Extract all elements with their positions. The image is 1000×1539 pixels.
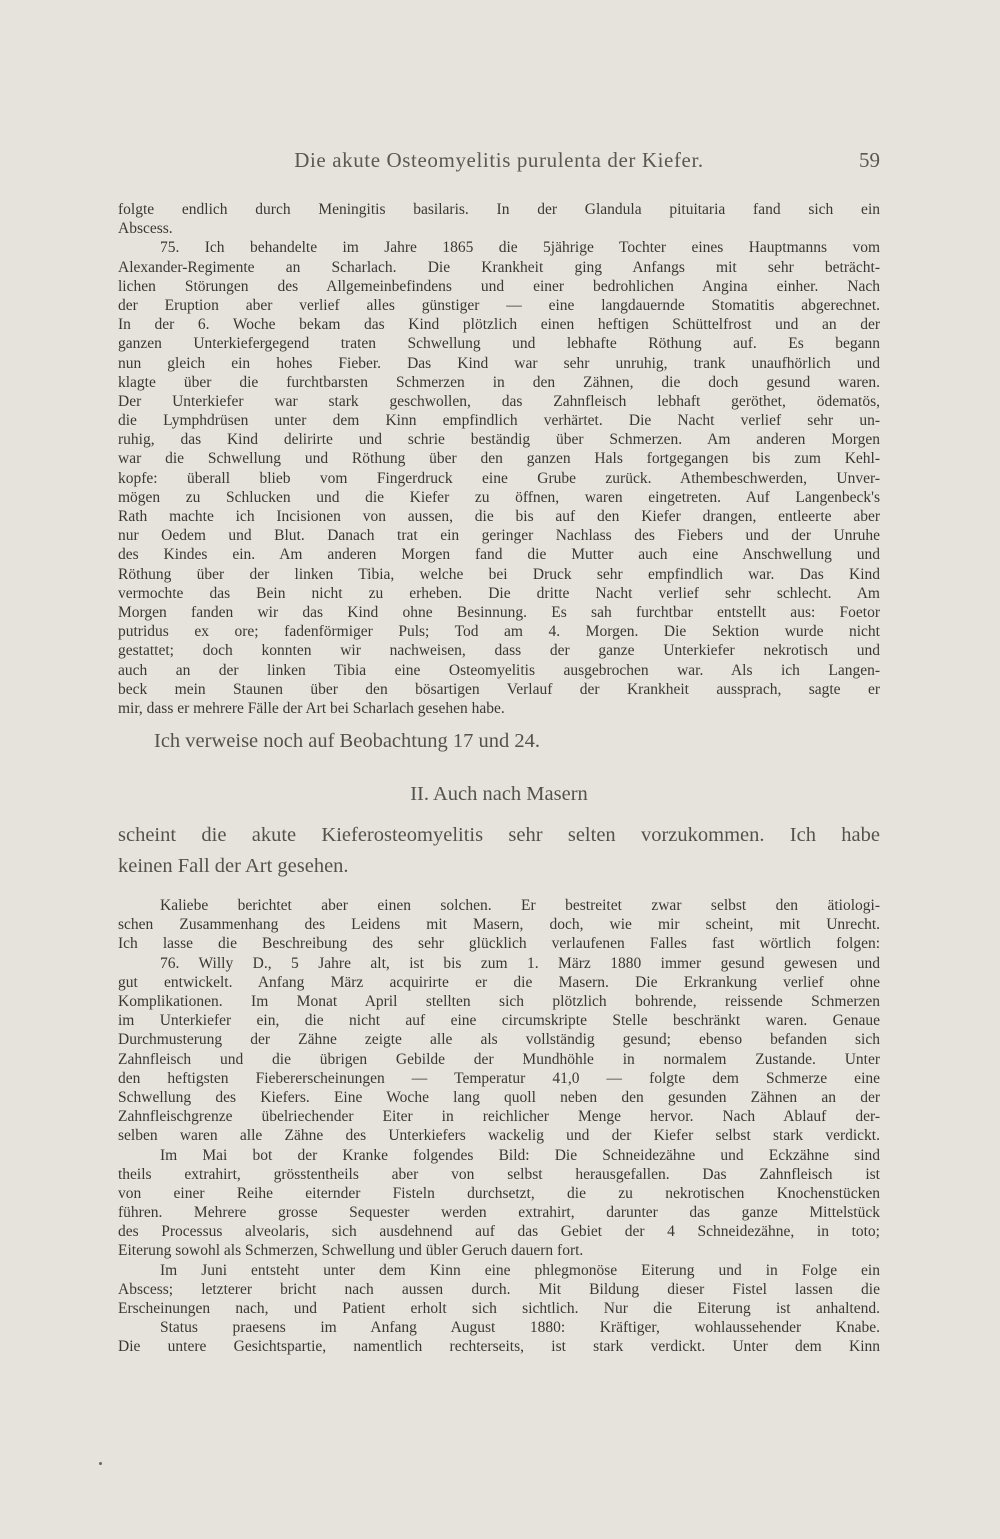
text-line: Abscess. [118, 220, 173, 238]
text-line: kopfe: überall blieb vom Fingerdruck eine Grube zurück. Athembeschwerden, Unver- [118, 469, 880, 487]
text-line: Ich lasse die Beschreibung des sehr glücklich verlaufenen Falles fast wörtlich folgen: [118, 935, 880, 953]
text-line: theils extrahirt, grösstentheils aber von selbst herausgefallen. Das Zahnfleisch ist [118, 1165, 880, 1183]
running-head [118, 148, 880, 176]
text-line: vermochte das Bein nicht zu erheben. Die dritte Nacht verlief sehr schlecht. Am [118, 584, 880, 602]
intro-line: keinen Fall der Art gesehen. [118, 855, 349, 878]
paragraph-kaliebe [118, 896, 880, 954]
text-line: Im Juni entsteht unter dem Kinn eine phlegmonöse Eiterung und in Folge ein [160, 1261, 880, 1279]
text-line: Rath machte ich Incisionen von aussen, die bis auf den Kiefer drangen, entleerte aber [118, 508, 880, 525]
text-line: auch an der linken Tibia eine Osteomyelitis ausgebrochen war. Als ich Langen- [118, 661, 880, 679]
text-line: war die Schwellung und Röthung über den ganzen Hals fortgegangen bis zum Kehl- [118, 450, 880, 468]
text-line: führen. Mehrere grosse Sequester werden extrahirt, darunter das ganze Mittelstück [118, 1204, 880, 1222]
text-line: Zahnfleisch und die übrigen Gebilde der Mundhöhle in normalem Zustande. Unter [118, 1050, 880, 1068]
text-line: mögen zu Schlucken und die Kiefer zu öffnen, waren eingetreten. Auf Langenbeck's [118, 488, 880, 506]
text-line: schen Zusammenhang des Leidens mit Masern, doch, wie mir scheint, mit Unrecht. [118, 916, 880, 934]
text-line: Erscheinungen nach, und Patient erholt sich sichtlich. Nur die Eiterung ist anhaltend. [118, 1300, 880, 1317]
text-line: 76. Willy D., 5 Jahre alt, ist bis zum 1. März 1880 immer gesund gewesen und [160, 954, 880, 972]
text-line: den heftigsten Fiebererscheinungen — Temperatur 41,0 — folgte dem Schmerze eine [118, 1069, 880, 1087]
paragraph-mai [118, 1146, 880, 1261]
text-line: Morgen fanden wir das Kind ohne Besinnung. Es sah furchtbar entstellt aus: Foetor [118, 603, 880, 621]
text-line: Alexander-Regimente an Scharlach. Die Krankheit ging Anfangs mit sehr beträcht- [118, 258, 880, 276]
text-line: nur Oedem und Blut. Danach trat ein geringer Nachlass des Fiebers und der Unruhe [118, 527, 880, 545]
text-line: von einer Reihe eiternder Fisteln durchsetzt, die zu nekrotischen Knochenstücken [118, 1184, 880, 1202]
text-line: putridus ex ore; fadenförmiger Puls; Tod am 4. Morgen. Die Sektion wurde nicht [118, 623, 880, 641]
text-line: lichen Störungen des Allgemeinbefindens und einer bedrohlichen Angina einher. Nach [118, 277, 880, 295]
print-speck [99, 1462, 102, 1465]
text-line: 75. Ich behandelte im Jahre 1865 die 5jährige Tochter eines Hauptmanns vom [160, 239, 880, 257]
text-line: die Lymphdrüsen unter dem Kinn empfindlich verhärtet. Die Nacht verlief sehr un- [118, 412, 880, 430]
page-number: 59 [859, 148, 880, 172]
text-line: Abscess; letzterer bricht nach aussen durch. Mit Bildung dieser Fistel lassen die [118, 1280, 880, 1298]
text-line: Der Unterkiefer war stark geschwollen, das Zahnfleisch lebhaft geröthet, ödematös, [118, 392, 880, 410]
text-line: Eiterung sowohl als Schmerzen, Schwellung und übler Geruch dauern fort. [118, 1242, 584, 1260]
text-line: Die untere Gesichtspartie, namentlich rechterseits, ist stark verdickt. Unter dem Kinn [118, 1338, 880, 1356]
text-line: Status praesens im Anfang August 1880: Kräftiger, wohlaussehender Knabe. [160, 1319, 880, 1337]
running-title: Die akute Osteomyelitis purulenta der Kiefer. [294, 148, 704, 172]
text-line: Komplikationen. Im Monat April stellten sich plötzlich bohrende, reissende Schmerzen [118, 993, 880, 1010]
text-line: mir, dass er mehrere Fälle der Art bei Scharlach gesehen habe. [118, 699, 505, 717]
section-heading: II. Auch nach Masern [410, 783, 588, 806]
text-line: selben waren alle Zähne des Unterkiefers wackelig und der Kiefer selbst stark verdickt. [118, 1127, 880, 1145]
text-line: Schwellung des Kiefers. Eine Woche lang quoll neben den gesunden Zähnen an der [118, 1088, 880, 1106]
intro-line: scheint die akute Kieferosteomyelitis sehr selten vorzukommen. Ich habe [118, 824, 880, 847]
text-line: Im Mai bot der Kranke folgendes Bild: Die Schneidezähne und Eckzähne sind [160, 1146, 880, 1164]
text-line: nun gleich ein hohes Fieber. Das Kind war sehr unruhig, trank unaufhörlich und [118, 354, 880, 372]
reference-line: Ich verweise noch auf Beobachtung 17 und 24. [154, 730, 540, 753]
text-line: folgte endlich durch Meningitis basilaris. In der Glandula pituitaria fand sich ein [118, 201, 880, 218]
text-line: der Eruption aber verlief alles günstiger — eine langdauernde Stomatitis abgerechnet. [118, 296, 880, 314]
text-line: ruhig, das Kind delirirte und schrie beständig über Schmerzen. Am anderen Morgen [118, 431, 880, 449]
text-line: ganzen Unterkiefergegend traten Schwellung und lebhafte Röthung auf. Es begann [118, 335, 880, 353]
text-line: klagte über die furchtbarsten Schmerzen in den Zähnen, die doch gesund waren. [118, 373, 880, 391]
paragraph-case-76 [118, 954, 880, 1146]
text-line: des Kindes ein. Am anderen Morgen fand die Mutter auch eine Anschwellung und [118, 546, 880, 564]
text-line: im Unterkiefer ein, die nicht auf eine circumskripte Stelle beschränkt waren. Genaue [118, 1012, 880, 1030]
text-line: gut entwickelt. Anfang März acquirirte er die Masern. Die Erkrankung verlief ohne [118, 973, 880, 991]
paragraph-case-75 [118, 238, 880, 718]
text-line: Kaliebe berichtet aber einen solchen. Er bestreitet zwar selbst den ätiologi- [160, 897, 880, 915]
text-line: Röthung über der linken Tibia, welche bei Druck sehr empfindlich war. Das Kind [118, 565, 880, 583]
paragraph-meningitis-end [118, 200, 880, 238]
text-line: In der 6. Woche bekam das Kind plötzlich einen heftigen Schüttelfrost und an der [118, 316, 880, 334]
page-body [118, 200, 880, 1357]
paragraph-juni [118, 1261, 880, 1319]
text-line: des Processus alveolaris, sich ausdehnend auf das Gebiet der 4 Schneidezähne, in toto; [118, 1223, 880, 1241]
section-intro [118, 820, 880, 882]
text-line: beck mein Staunen über den bösartigen Verlauf der Krankheit aussprach, sagte er [118, 680, 880, 698]
text-line: Durchmusterung der Zähne zeigte alle als vollständig gesund; ebenso befanden sich [118, 1031, 880, 1049]
paragraph-status [118, 1318, 880, 1356]
text-line: gestattet; doch konnten wir nachweisen, dass der ganze Unterkiefer nekrotisch und [118, 642, 880, 660]
text-line: Zahnfleischgrenze übelriechender Eiter in reichlicher Menge hervor. Nach Ablauf der- [118, 1108, 880, 1126]
